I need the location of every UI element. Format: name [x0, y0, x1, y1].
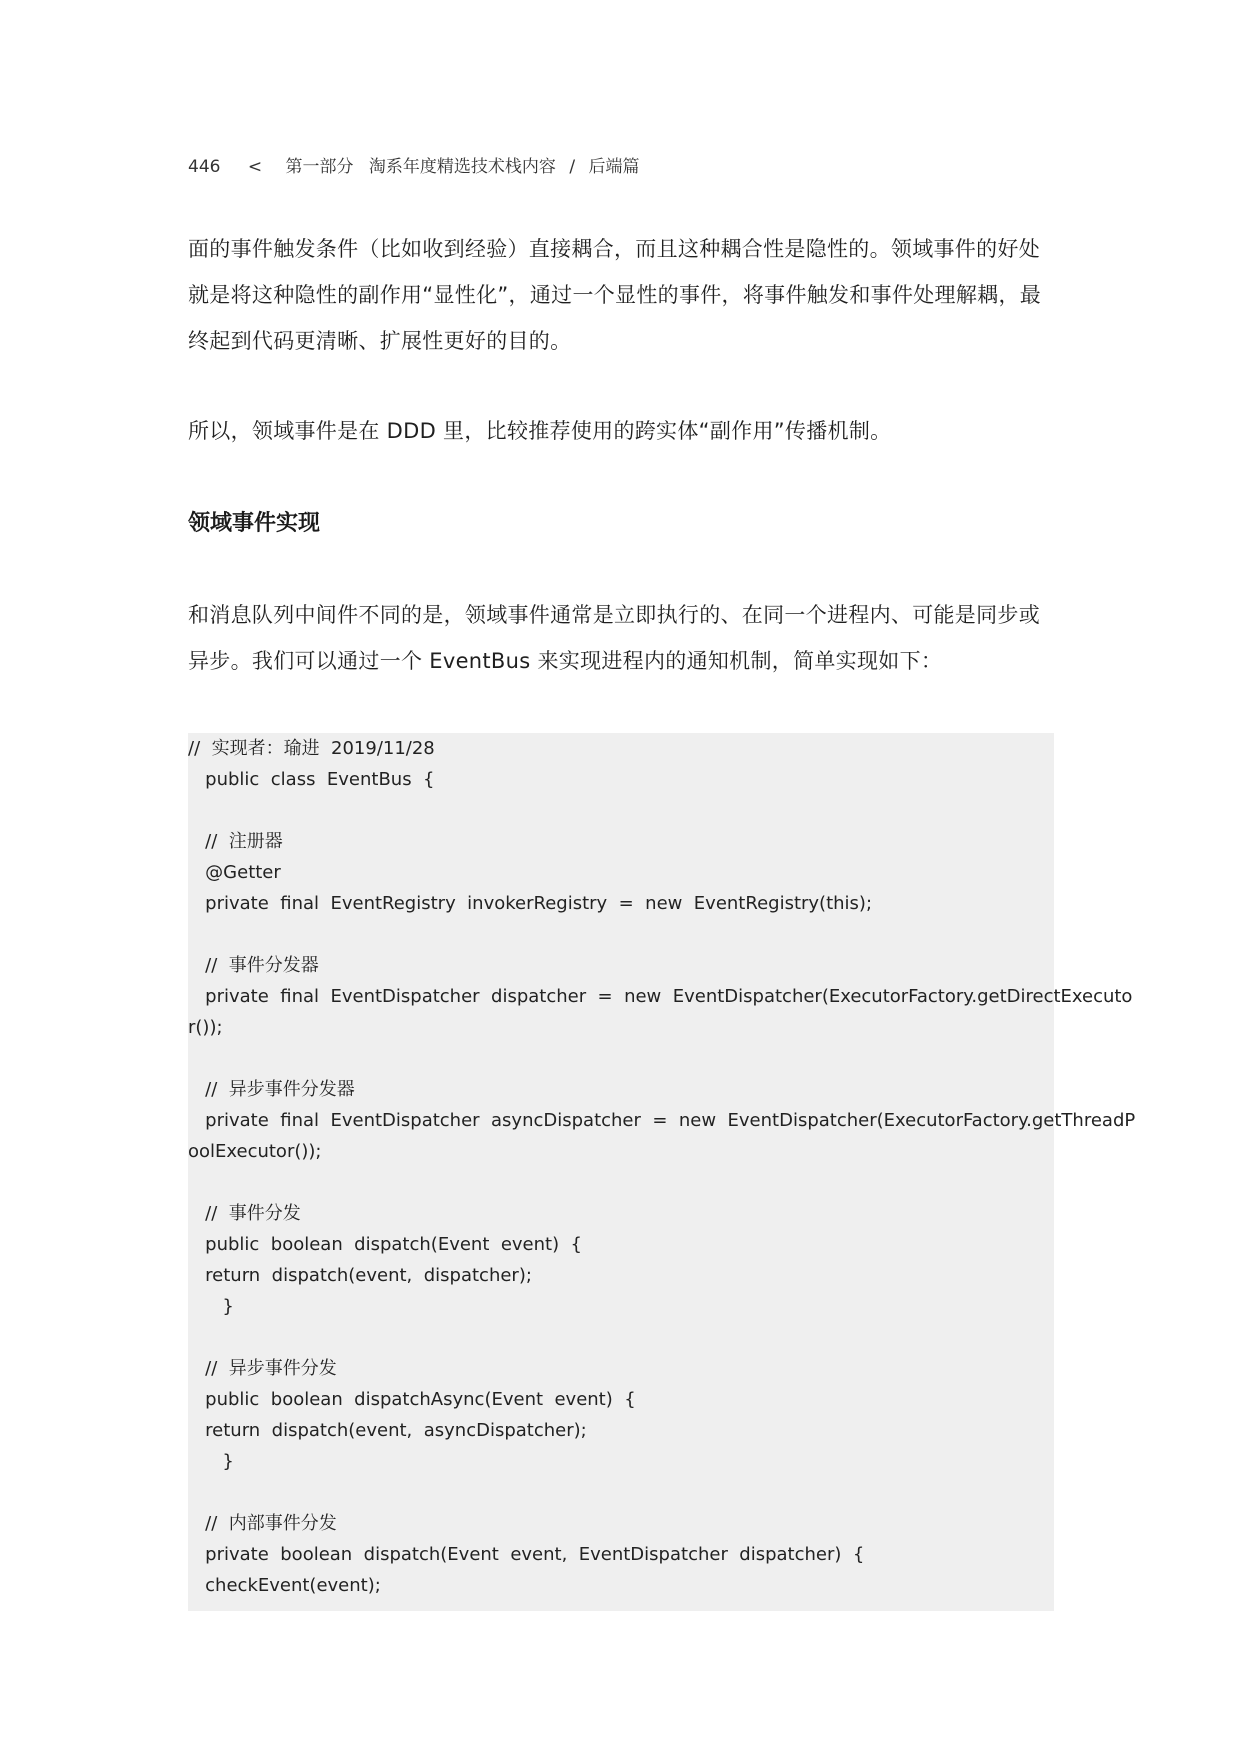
code-line: // 实现者：瑜进 2019/11/28 [188, 738, 435, 759]
paragraph-line: 就是将这种隐性的副作用“显性化”，通过一个显性的事件，将事件触发和事件处理解耦，最 [188, 283, 1042, 307]
header-part: 第一部分 [285, 157, 354, 177]
code-line: oolExecutor()); [188, 1141, 322, 1162]
header-separator: < [247, 157, 263, 177]
code-line: // 注册器 [188, 831, 283, 852]
page-header [188, 152, 639, 177]
paragraph-line: 所以，领域事件是在 DDD 里，比较推荐使用的跨实体“副作用”传播机制。 [188, 419, 892, 443]
header-book-title: 淘系年度精选技术栈内容 [368, 157, 556, 177]
code-line: private boolean dispatch(Event event, EventDispatcher dispatcher) { [188, 1544, 865, 1565]
header-slash: / [569, 157, 576, 177]
code-line: public class EventBus { [188, 769, 435, 790]
section-heading: 领域事件实现 [188, 511, 321, 536]
header-section: 后端篇 [588, 157, 640, 177]
paragraph-domain-event-benefit [188, 226, 1058, 364]
code-line: private final EventDispatcher dispatcher = new EventDispatcher(ExecutorFactory.getDirectExecuto [188, 986, 1133, 1007]
code-block [188, 733, 1136, 1611]
code-line: } [188, 1296, 234, 1317]
paragraph-eventbus-intro [188, 592, 1058, 684]
paragraph-ddd-recommendation [188, 408, 1058, 454]
code-line: checkEvent(event); [188, 1575, 381, 1596]
code-line: public boolean dispatchAsync(Event event) { [188, 1389, 636, 1410]
code-line: return dispatch(event, dispatcher); [188, 1265, 532, 1286]
paragraph-line: 面的事件触发条件（比如收到经验）直接耦合，而且这种耦合性是隐性的。领域事件的好处 [188, 237, 1040, 261]
code-line: public boolean dispatch(Event event) { [188, 1234, 583, 1255]
code-line: private final EventRegistry invokerRegistry = new EventRegistry(this); [188, 893, 873, 914]
code-line: return dispatch(event, asyncDispatcher); [188, 1420, 587, 1441]
code-line: // 事件分发 [188, 1203, 301, 1224]
page-number: 446 [188, 157, 221, 177]
code-line: } [188, 1451, 234, 1472]
paragraph-line: 终起到代码更清晰、扩展性更好的目的。 [188, 329, 572, 353]
code-line: // 异步事件分发器 [188, 1079, 355, 1100]
code-line: @Getter [188, 862, 281, 883]
code-line: private final EventDispatcher asyncDispatcher = new EventDispatcher(ExecutorFactory.getThreadP [188, 1110, 1136, 1131]
code-line: // 异步事件分发 [188, 1358, 337, 1379]
paragraph-line: 和消息队列中间件不同的是，领域事件通常是立即执行的、在同一个进程内、可能是同步或 [188, 603, 1040, 627]
paragraph-line: 异步。我们可以通过一个 EventBus 来实现进程内的通知机制，简单实现如下： [188, 649, 943, 673]
code-line: // 内部事件分发 [188, 1513, 337, 1534]
code-line: r()); [188, 1017, 223, 1038]
code-line: // 事件分发器 [188, 955, 319, 976]
